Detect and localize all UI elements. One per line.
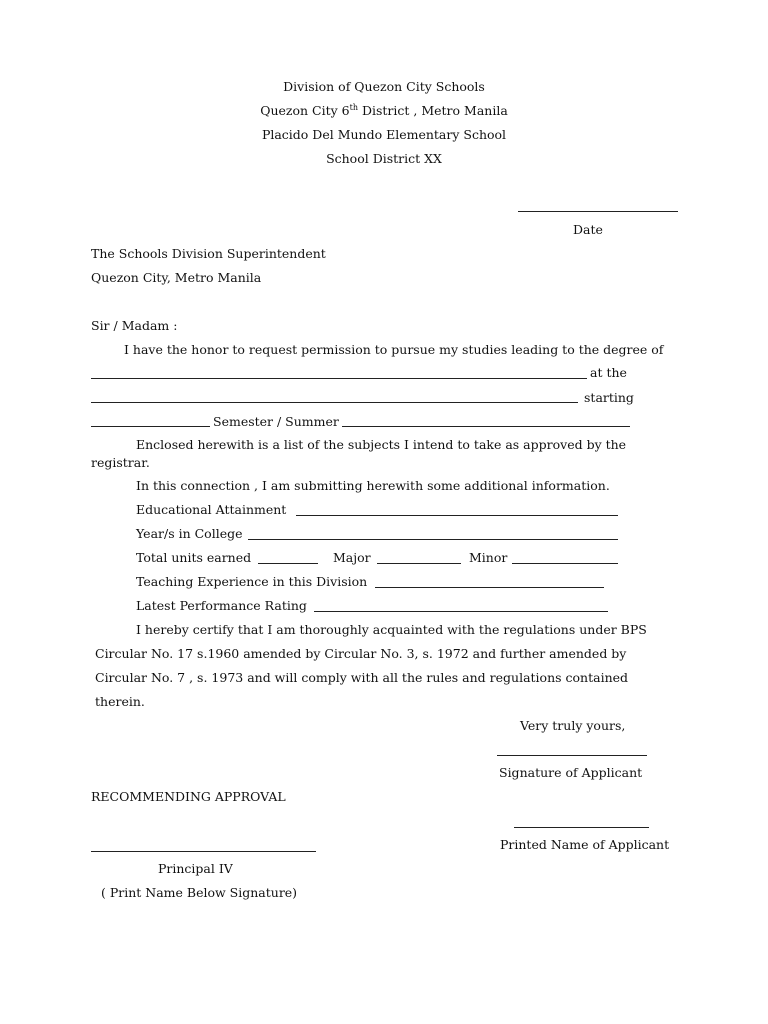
header-school-district: School District XX xyxy=(326,151,442,166)
minor-line[interactable] xyxy=(512,563,618,564)
certify-paragraph-line2: Circular No. 17 s.1960 amended by Circular No. 3, s. 1972 and further amended by xyxy=(95,646,627,661)
semester-line[interactable] xyxy=(91,426,210,427)
signature-line[interactable] xyxy=(497,755,647,756)
closing: Very truly yours, xyxy=(520,718,626,733)
minor-label: Minor xyxy=(469,550,508,565)
degree-line[interactable] xyxy=(91,378,587,379)
date-label: Date xyxy=(573,222,603,237)
principal-signature-line[interactable] xyxy=(91,851,316,852)
semester-summer-label: Semester / Summer xyxy=(213,414,339,429)
major-line[interactable] xyxy=(377,563,461,564)
printed-name-label: Printed Name of Applicant xyxy=(500,837,670,852)
recommending-approval: RECOMMENDING APPROVAL xyxy=(91,789,286,804)
years-in-college-line[interactable] xyxy=(248,539,618,540)
total-units-label: Total units earned xyxy=(136,550,252,565)
educational-attainment-label: Educational Attainment xyxy=(136,502,287,517)
print-name-note: ( Print Name Below Signature) xyxy=(101,885,298,900)
certify-paragraph-line1: I hereby certify that I am thoroughly acquainted with the regulations under BPS xyxy=(136,622,647,637)
teaching-experience-line[interactable] xyxy=(375,587,604,588)
date-line[interactable] xyxy=(518,211,678,212)
addressee-title: The Schools Division Superintendent xyxy=(91,246,326,261)
teaching-experience-label: Teaching Experience in this Division xyxy=(136,574,368,589)
certify-paragraph-line3: Circular No. 7 , s. 1973 and will comply with all the rules and regulations contained xyxy=(95,670,629,685)
principal-label: Principal IV xyxy=(158,861,233,876)
total-units-line[interactable] xyxy=(258,563,318,564)
years-in-college-label: Year/s in College xyxy=(136,526,243,541)
salutation: Sir / Madam : xyxy=(91,318,178,333)
latest-rating-line[interactable] xyxy=(314,611,608,612)
school-year-line[interactable] xyxy=(342,426,630,427)
certify-paragraph-line4: therein. xyxy=(95,694,145,709)
enclosed-paragraph-line2: registrar. xyxy=(91,455,150,470)
signature-label: Signature of Applicant xyxy=(499,765,643,780)
header-district: Quezon City 6th District , Metro Manila xyxy=(260,102,508,118)
request-paragraph: I have the honor to request permission to pursue my studies leading to the degree of xyxy=(124,342,664,357)
at-the-label: at the xyxy=(590,365,627,380)
additional-info-paragraph: In this connection , I am submitting herewith some additional information. xyxy=(136,478,610,493)
addressee-location: Quezon City, Metro Manila xyxy=(91,270,262,285)
educational-attainment-line[interactable] xyxy=(296,515,618,516)
printed-name-line[interactable] xyxy=(514,827,649,828)
institution-line[interactable] xyxy=(91,402,578,403)
header-school: Placido Del Mundo Elementary School xyxy=(261,127,507,142)
header-division: Division of Quezon City Schools xyxy=(283,79,485,94)
enclosed-paragraph-line1: Enclosed herewith is a list of the subjects I intend to take as approved by the xyxy=(136,437,627,452)
latest-rating-label: Latest Performance Rating xyxy=(136,598,307,613)
major-label: Major xyxy=(333,550,371,565)
starting-label: starting xyxy=(584,390,634,405)
